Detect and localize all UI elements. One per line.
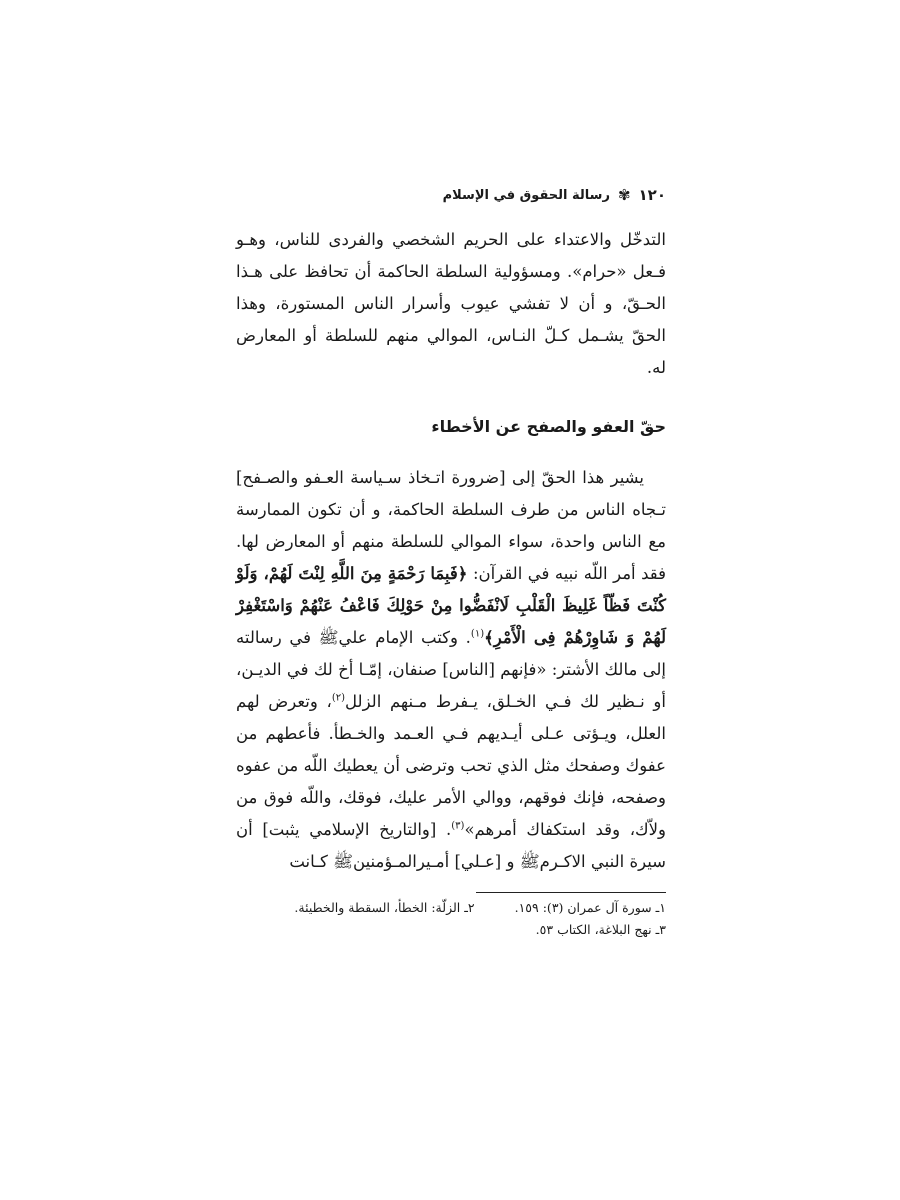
running-header	[236, 180, 666, 210]
footnote-2: ٢ـ الزلّة: الخطأ، السقطة والخطيئة.	[294, 900, 475, 915]
footnote-divider	[476, 892, 666, 893]
book-page	[236, 180, 666, 941]
section-heading: حقّ العفو والصفح عن الأخطاء	[431, 417, 666, 436]
footnote-3: ٣ـ نهج البلاغة، الكتاب ٥٣.	[535, 922, 666, 937]
para2-after-quran: . وكتب الإمام عليﷺ في رسالته إلى مالك الأشتر: «فإنهم [الناس] صنفان، إمّـا أخ لك في الديـن، أو نـظير لك فـي الخـلق، يـفرط مـنهم الزلل	[236, 628, 666, 711]
book-title: رسالة الحقوق في الإسلام	[442, 187, 610, 203]
para2-intro: يشير هذا الحقّ إلى [ضرورة اتـخاذ سـياسة العـفو والصـفح] تـجاه الناس من طرف السلطة الحاكمة، و أن تكون الممارسة مع الناس واحدة، سواء الموالي للسلطة منهم أو المعارض لها. فقد أمر اللّه نبيه في القرآن:	[236, 468, 667, 583]
footnotes	[236, 897, 666, 941]
page-number: ١٢٠	[638, 186, 666, 204]
para2-middle: ، وتعرض لهم العلل، ويـؤتى عـلى أيـديهم فـي العـمد والخـطأ. فأعطهم من عفوك وصفحك مثل الذي تحب وترضى أن يعطيك اللّه من عفوه وصفحه، فإنك فوقهم، ووالي الأمر عليك، فوقك، واللّه فوق من ولاّك، وقد استكفاك أمرهم»	[236, 692, 666, 839]
paragraph-forgiveness	[236, 462, 666, 878]
footnote-ref-2: (٢)	[331, 692, 346, 704]
footnote-ref-3: (٣)	[451, 820, 465, 832]
footnote-1: ١ـ سورة آل عمران (٣): ١٥٩.	[514, 900, 666, 915]
paragraph-privacy: التدخّل والاعتداء على الحريم الشخصي والفردى للناس، وهـو فـعل «حرام». ومسؤولية السلطة الحاكمة أن تحافظ على هـذا الحـقّ، و أن لا تفشي عيوب وأسرار الناس المستورة، وهذا الحقّ يشـمل كـلّ النـاس، الموالي منهم للسلطة أو المعارض له.	[236, 230, 666, 377]
para2-ending: . [والتاريخ الإسلامي يثبت] أن سيرة النبي الاكـرمﷺ و [عـلي] أمـيرالمـؤمنينﷺ كـانت	[236, 820, 666, 871]
footnote-ref-1: (١)	[470, 628, 485, 640]
eight-petal-star-icon: ✾	[617, 185, 631, 204]
quran-verse: ﴿فَبِمَا رَحْمَةٍ مِنَ اللَّهِ لِنْتَ لَهُمْ، وَلَوْ كُنْتَ فَظّاً غَلِيظَ الْقَلْبِ لَانْفَضُّوا مِنْ حَوْلِكَ فَاعْفُ عَنْهُمْ وَاسْتَغْفِرْ لَهُمْ وَ شَاوِرْهُمْ فِى الْأَمْرِ﴾	[236, 564, 667, 647]
